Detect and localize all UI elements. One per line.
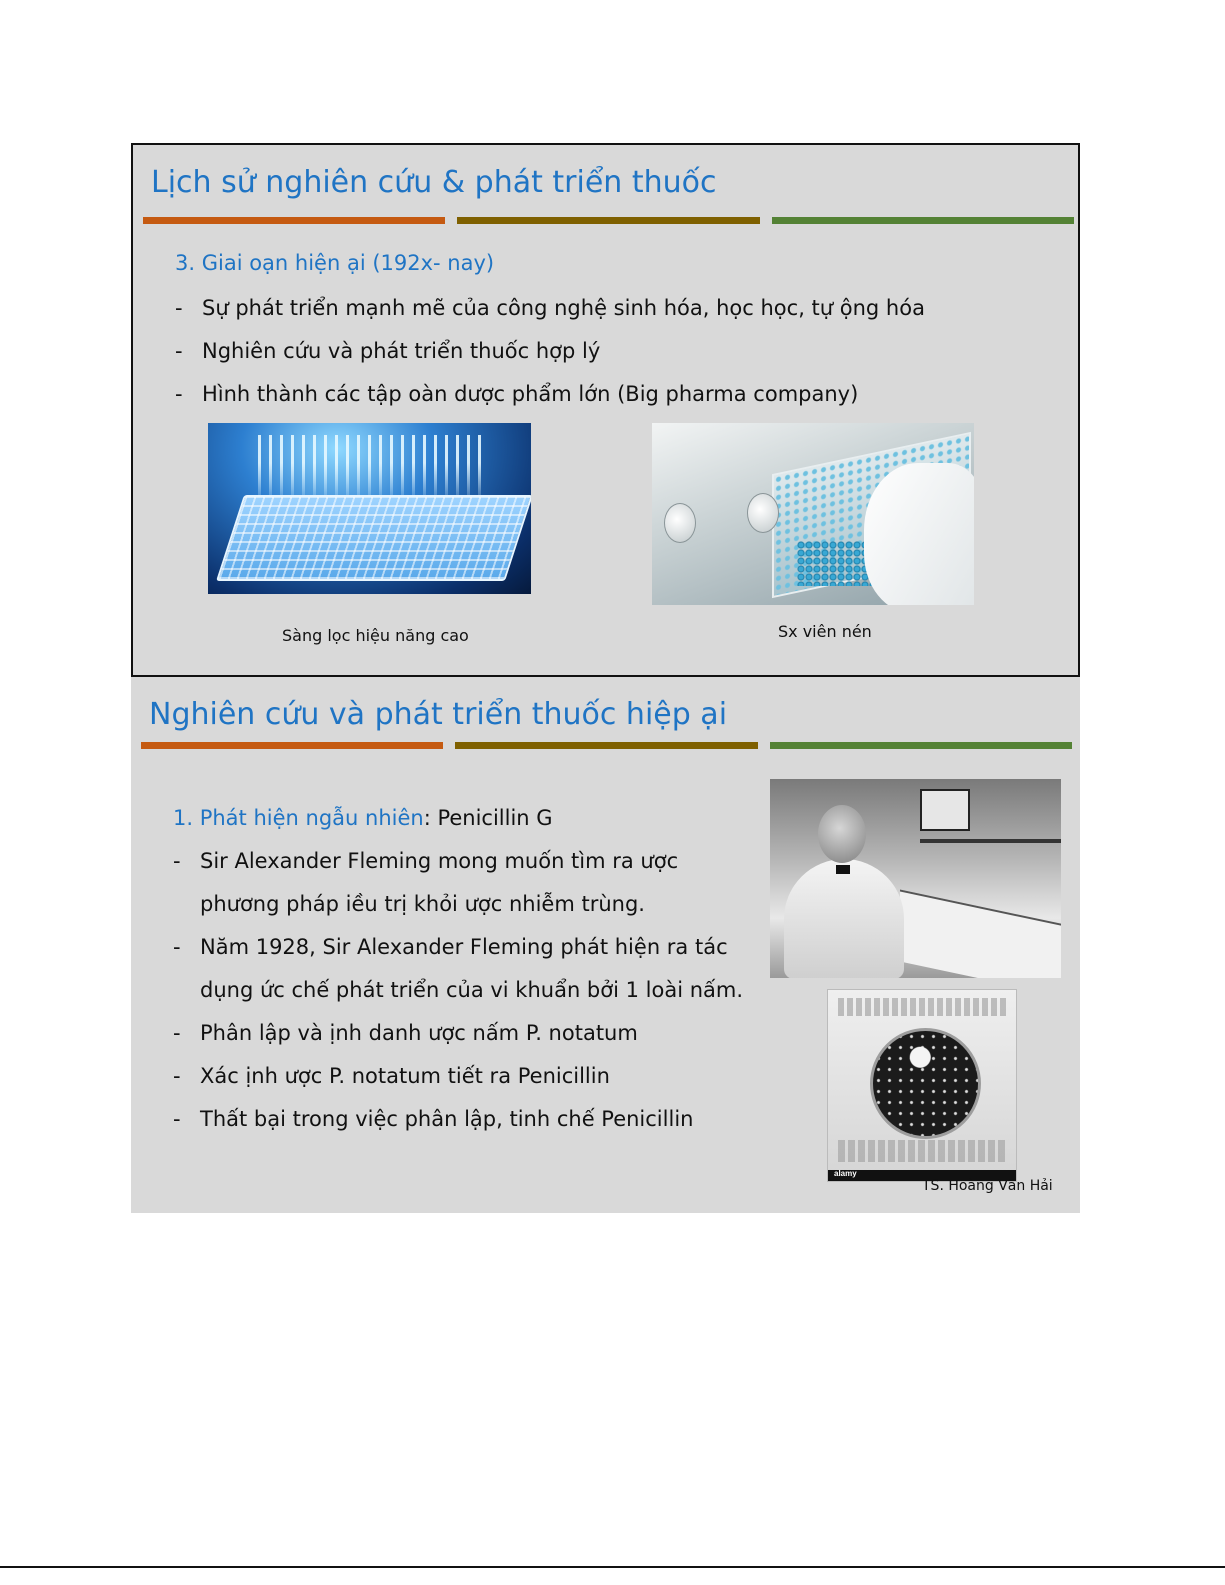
bullet-line: phương pháp iều trị khỏi ược nhiễm trùng. — [200, 892, 645, 916]
section-heading: 3. Giai oạn hiện ại (192x- nay) — [175, 251, 495, 275]
title-underline-bars — [143, 217, 1074, 224]
bar-olive — [457, 217, 759, 224]
handwritten-note — [838, 998, 1006, 1016]
gloved-hand — [864, 463, 974, 605]
lab-bench — [900, 889, 1061, 978]
title-underline-bars — [141, 742, 1072, 749]
bar-orange — [141, 742, 443, 749]
bullet-list — [175, 287, 925, 416]
bullet-line: Sir Alexander Fleming mong muốn tìm ra ược — [200, 849, 679, 873]
high-throughput-screening-photo — [208, 423, 531, 594]
bullet-item: - Xác ịnh ược P. notatum tiết ra Penicillin — [173, 1055, 743, 1098]
slide-drug-history — [131, 143, 1080, 677]
section-heading — [173, 806, 553, 830]
bullet-line: dụng ức chế phát triển của vi khuẩn bởi 1 loài nấm. — [200, 978, 744, 1002]
heading-value: : Penicillin G — [423, 806, 553, 830]
penicillium-culture-dish — [870, 1028, 981, 1139]
heading-label: 1. Phát hiện ngẫu nhiên — [173, 806, 424, 830]
bar-olive — [455, 742, 757, 749]
bullet-item — [173, 840, 743, 926]
caption-screening: Sàng lọc hiệu năng cao — [282, 626, 469, 645]
lab-shelf — [920, 839, 1061, 843]
bullet-item: - Phân lập và ịnh danh ược nấm P. notatum — [173, 1012, 743, 1055]
machine-roller — [664, 503, 696, 543]
author-credit: TS. Hoàng Văn Hải — [922, 1178, 1053, 1194]
bullet-list — [173, 840, 743, 1141]
portrait-head — [818, 805, 866, 863]
bullet-item — [173, 926, 743, 1012]
petri-dish-photo — [827, 989, 1017, 1182]
caption-tablets: Sx viên nén — [778, 622, 872, 641]
machine-roller — [747, 493, 779, 533]
bow-tie — [836, 865, 850, 874]
bar-green — [770, 742, 1072, 749]
bullet-item: - Nghiên cứu và phát triển thuốc hợp lý — [175, 330, 925, 373]
bullet-item: - Hình thành các tập oàn dược phẩm lớn (Big pharma company) — [175, 373, 925, 416]
slide-title: Lịch sử nghiên cứu & phát triển thuốc — [151, 165, 717, 200]
watermark-text: alamy — [834, 1169, 857, 1178]
slide-title: Nghiên cứu và phát triển thuốc hiệp ại — [149, 697, 728, 732]
bullet-line: Năm 1928, Sir Alexander Fleming phát hiện ra tác — [200, 935, 728, 959]
handwritten-note — [838, 1140, 1006, 1162]
well-plate — [216, 495, 531, 581]
bar-orange — [143, 217, 445, 224]
bullet-item: - Sự phát triển mạnh mẽ của công nghệ sinh hóa, học học, tự ộng hóa — [175, 287, 925, 330]
page-bottom-rule — [0, 1566, 1225, 1568]
lab-window — [920, 789, 970, 831]
alexander-fleming-photo — [770, 779, 1061, 978]
bullet-item: - Thất bại trong việc phân lập, tinh chế Penicillin — [173, 1098, 743, 1141]
bar-green — [772, 217, 1074, 224]
tablet-production-photo — [652, 423, 974, 605]
slide-modern-drug-research — [131, 677, 1080, 1213]
lab-coat — [784, 859, 904, 978]
